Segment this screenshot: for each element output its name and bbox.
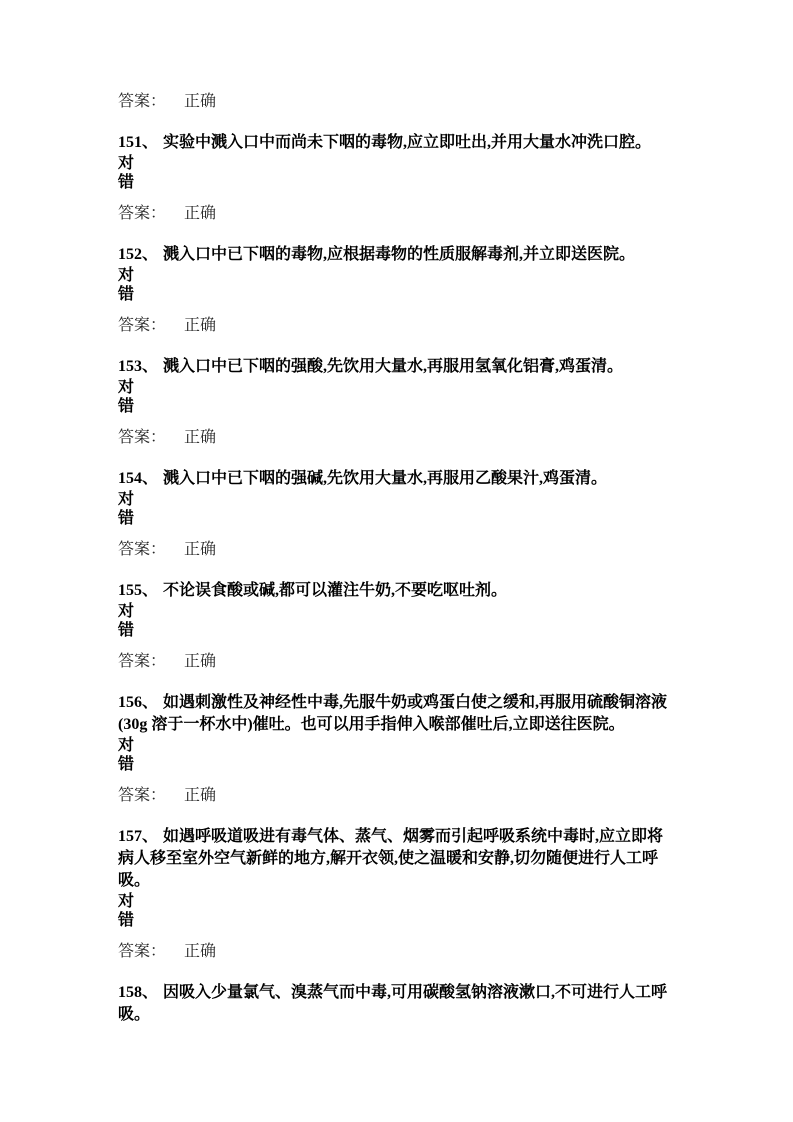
- question-number: 153、: [118, 358, 159, 375]
- document-content: [118, 92, 678, 1026]
- question-text: [118, 356, 678, 378]
- question-number: 156、: [118, 694, 159, 711]
- question-text: [118, 692, 678, 736]
- question-number: 157、: [118, 828, 159, 845]
- answer-label: 答案：: [118, 787, 167, 804]
- question-text: [118, 982, 678, 1026]
- question-number: 158、: [118, 984, 159, 1001]
- question-block-153: [118, 356, 678, 448]
- question-number: 155、: [118, 582, 159, 599]
- question-block-157: [118, 826, 678, 962]
- question-block-151: [118, 132, 678, 224]
- question-number: 154、: [118, 470, 159, 487]
- option-false[interactable]: 错: [118, 622, 135, 639]
- answer-value: 正确: [184, 787, 217, 804]
- answer-label: 答案：: [118, 943, 167, 960]
- answer-value: 正确: [184, 93, 217, 110]
- question-block-154: [118, 468, 678, 560]
- answer-label: 答案：: [118, 429, 167, 446]
- answer-value: 正确: [184, 205, 217, 222]
- question-body: 溅入口中已下咽的强碱,先饮用大量水,再服用乙酸果汁,鸡蛋清。: [163, 470, 608, 487]
- answer-label: 答案：: [118, 93, 167, 110]
- question-number: 152、: [118, 246, 159, 263]
- question-block-152: [118, 244, 678, 336]
- answer-line: [118, 942, 678, 962]
- option-true[interactable]: 对: [118, 267, 135, 284]
- option-false[interactable]: 错: [118, 174, 135, 191]
- option-false[interactable]: 错: [118, 756, 135, 773]
- question-text: [118, 580, 678, 602]
- option-false[interactable]: 错: [118, 398, 135, 415]
- option-false[interactable]: 错: [118, 912, 135, 929]
- option-false[interactable]: 错: [118, 286, 135, 303]
- question-number: 151、: [118, 134, 159, 151]
- question-text: [118, 244, 678, 266]
- option-true[interactable]: 对: [118, 155, 135, 172]
- answer-label: 答案：: [118, 317, 167, 334]
- option-true[interactable]: 对: [118, 737, 135, 754]
- question-body: 如遇呼吸道吸进有毒气体、蒸气、烟雾而引起呼吸系统中毒时,应立即将病人移至室外空气新鲜的地方,解开衣领,使之温暖和安静,切勿随便进行人工呼吸。: [118, 828, 664, 889]
- question-block-156: [118, 692, 678, 806]
- answer-line: [118, 428, 678, 448]
- answer-line: [118, 652, 678, 672]
- answer-line: [118, 316, 678, 336]
- question-body: 不论误食酸或碱,都可以灌注牛奶,不要吃呕吐剂。: [163, 582, 508, 599]
- answer-line: [118, 204, 678, 224]
- question-body: 如遇刺激性及神经性中毒,先服牛奶或鸡蛋白使之缓和,再服用硫酸铜溶液(30g 溶于一杯水中)催吐。也可以用手指伸入喉部催吐后,立即送往医院。: [118, 694, 668, 733]
- option-true[interactable]: 对: [118, 603, 135, 620]
- answer-label: 答案：: [118, 205, 167, 222]
- answer-value: 正确: [184, 317, 217, 334]
- answer-line: [118, 786, 678, 806]
- question-body: 溅入口中已下咽的毒物,应根据毒物的性质服解毒剂,并立即送医院。: [163, 246, 636, 263]
- question-block-155: [118, 580, 678, 672]
- question-body: 实验中溅入口中而尚未下咽的毒物,应立即吐出,并用大量水冲洗口腔。: [163, 134, 652, 151]
- option-true[interactable]: 对: [118, 491, 135, 508]
- answer-line: [118, 92, 678, 112]
- answer-value: 正确: [184, 429, 217, 446]
- answer-value: 正确: [184, 541, 217, 558]
- answer-label: 答案：: [118, 541, 167, 558]
- question-text: [118, 826, 678, 892]
- question-body: 溅入口中已下咽的强酸,先饮用大量水,再服用氢氧化铝膏,鸡蛋清。: [163, 358, 624, 375]
- answer-value: 正确: [184, 943, 217, 960]
- question-block-158: [118, 982, 678, 1026]
- option-true[interactable]: 对: [118, 893, 135, 910]
- answer-label: 答案：: [118, 653, 167, 670]
- option-true[interactable]: 对: [118, 379, 135, 396]
- question-text: [118, 468, 678, 490]
- answer-line: [118, 540, 678, 560]
- answer-value: 正确: [184, 653, 217, 670]
- question-text: [118, 132, 678, 154]
- question-body: 因吸入少量氯气、溴蒸气而中毒,可用碳酸氢钠溶液漱口,不可进行人工呼吸。: [118, 984, 668, 1023]
- option-false[interactable]: 错: [118, 510, 135, 527]
